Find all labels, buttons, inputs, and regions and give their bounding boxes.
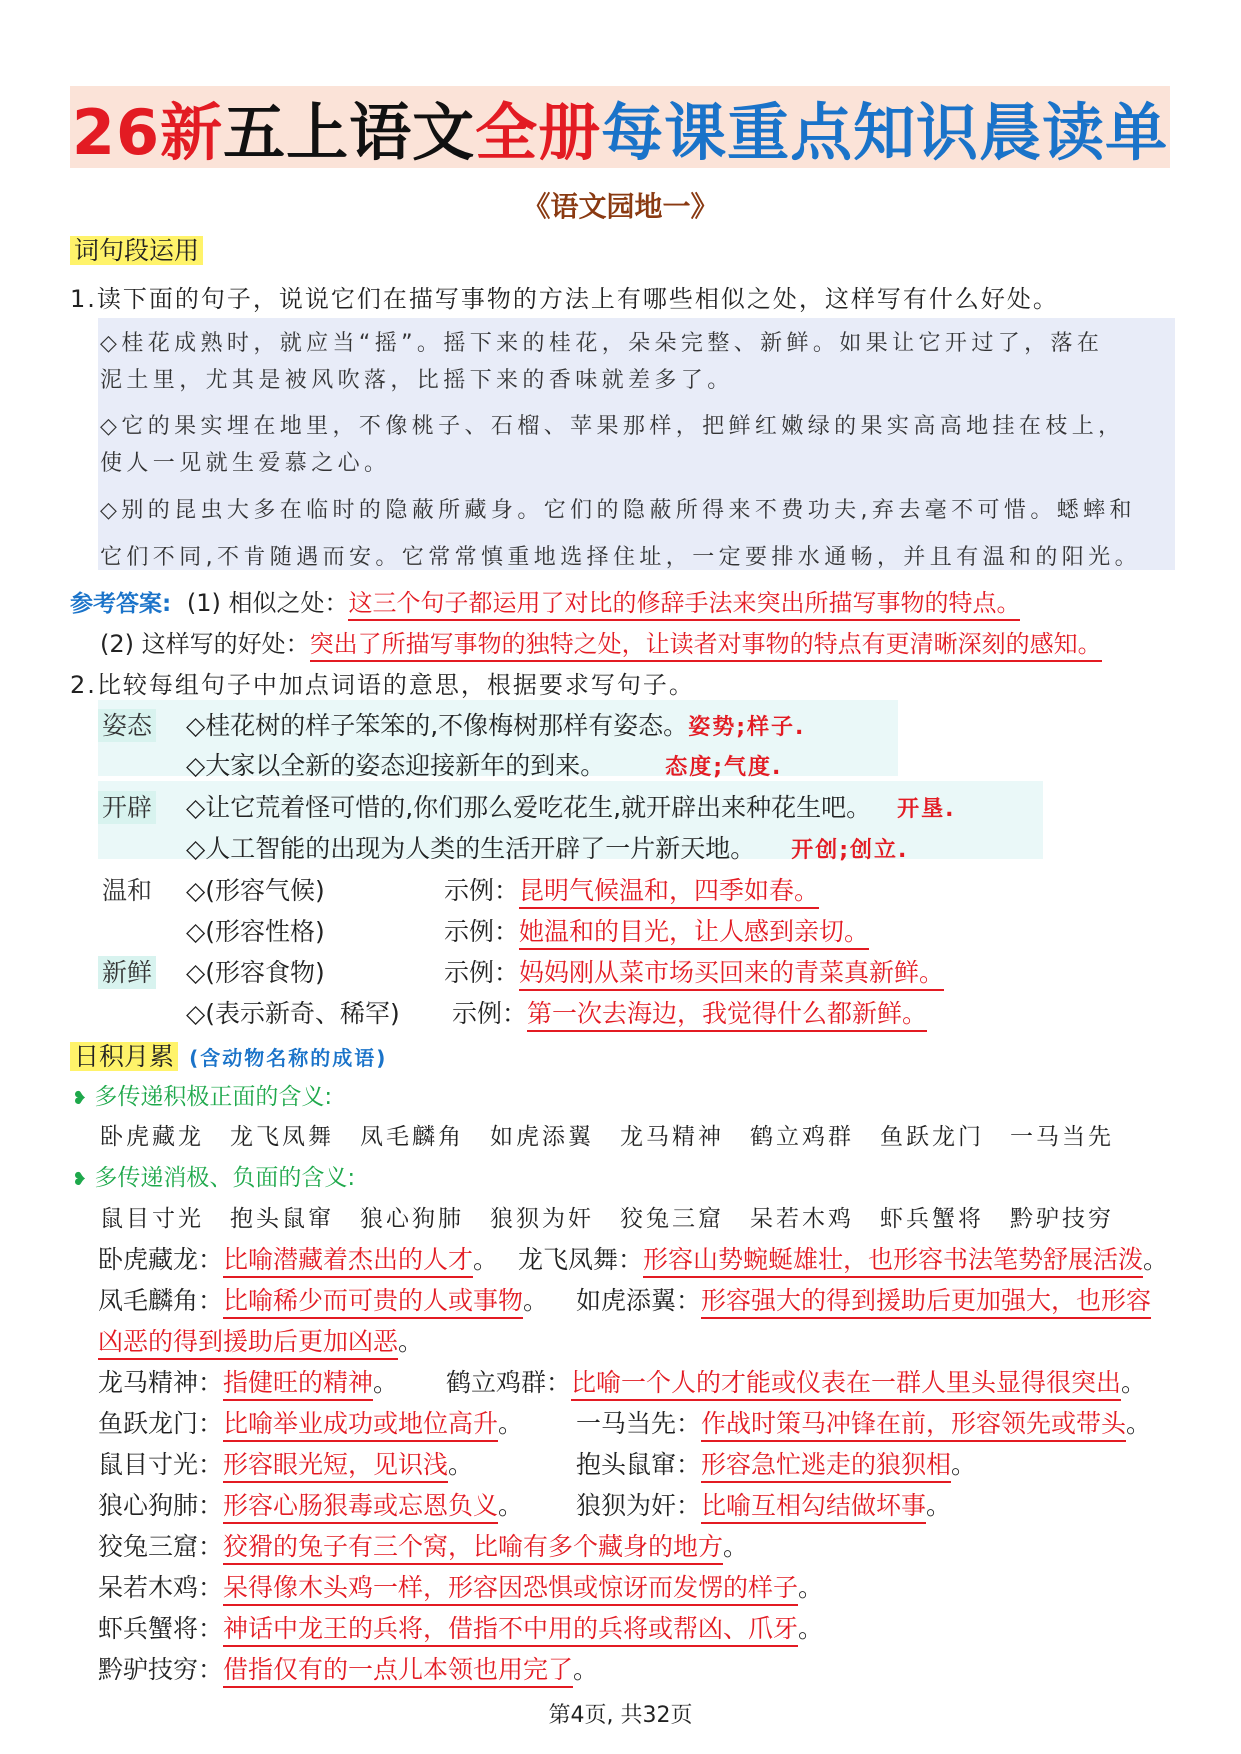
idiom: 狼狈为奸 <box>490 1206 594 1232</box>
idiom-meaning: 狡猾的兔子有三个窝，比喻有多个藏身的地方 <box>223 1532 723 1565</box>
answer-2-prefix: (2) 这样写的好处： <box>100 630 310 658</box>
bullet-icon: ❥ <box>72 1088 88 1109</box>
question-2: 2.比较每组句子中加点词语的意思，根据要求写句子。 <box>70 671 695 699</box>
period: 。 <box>1143 1245 1169 1274</box>
example-text: 第一次去海边，我觉得什么都新鲜。 <box>527 999 927 1032</box>
period: 。 <box>573 1655 599 1684</box>
idiom-definition <box>576 1486 951 1522</box>
idiom: 龙飞凤舞 <box>230 1124 334 1150</box>
idiom-word: 鼠目寸光： <box>98 1450 224 1479</box>
sentence-row: ◇(形容气候) <box>186 876 325 905</box>
word-label: 开辟 <box>98 791 156 824</box>
page-number: 第4页, 共32页 <box>548 1703 693 1728</box>
example-text: 她温和的目光，让人感到亲切。 <box>519 917 869 950</box>
example-row <box>452 994 927 1030</box>
idiom-definition <box>576 1281 1151 1317</box>
meaning-note: 开创;创立. <box>791 838 909 863</box>
period: 。 <box>723 1532 749 1561</box>
title-part-1: 26新 <box>71 95 224 169</box>
section-tag-ciju <box>70 231 203 267</box>
idiom: 鼠目寸光 <box>100 1206 204 1232</box>
idiom-meaning: 形容强大的得到援助后更加强大，也形容 <box>701 1286 1151 1319</box>
idiom-word: 凤毛麟角： <box>98 1286 224 1315</box>
word-tag-zitai <box>98 706 156 742</box>
idiom-meaning: 比喻举业成功或地位高升 <box>223 1409 498 1442</box>
idiom-word: 狡兔三窟： <box>98 1532 224 1561</box>
title-part-3: 全册 <box>475 95 602 169</box>
idiom: 狡兔三窟 <box>620 1206 724 1232</box>
sentence: ◇人工智能的出现为人类的生活开辟了一片新天地。 <box>186 834 756 863</box>
word-tag-xinxian <box>98 953 156 989</box>
idiom: 龙马精神 <box>620 1124 724 1150</box>
idiom-word: 狼心狗肺： <box>98 1491 224 1520</box>
idiom-meaning: 形容眼光短，见识浅 <box>223 1450 448 1483</box>
idiom-word: 鹤立鸡群： <box>446 1368 572 1397</box>
example-row <box>444 953 944 989</box>
idiom: 抱头鼠窜 <box>230 1206 334 1232</box>
idiom-meaning: 形容急忙逃走的狼狈相 <box>701 1450 951 1483</box>
example-label: 示例： <box>444 917 520 946</box>
period: 。 <box>926 1491 952 1520</box>
idiom-definition <box>98 1486 523 1522</box>
quote-line: 它们不同,不肯随遇而安。它常常慎重地选择住址，一定要排水通畅，并且有温和的阳光。 <box>100 545 1141 570</box>
positive-idioms <box>100 1118 1140 1151</box>
positive-header-text: 多传递积极正面的含义: <box>94 1084 333 1110</box>
idiom-meaning: 借指仅有的一点儿本领也用完了 <box>223 1655 573 1688</box>
idiom-word: 卧虎藏龙： <box>98 1245 224 1274</box>
idiom-word: 龙马精神： <box>98 1368 224 1397</box>
idiom-definition <box>98 1609 823 1645</box>
quote-line: ◇桂花成熟时，就应当“摇”。摇下来的桂花，朵朵完整、新鲜。如果让它开过了，落在 <box>100 331 1104 356</box>
idiom-definition <box>576 1404 1151 1440</box>
idiom: 凤毛麟角 <box>360 1124 464 1150</box>
quote-line: ◇它的果实埋在地里，不像桃子、石榴、苹果那样，把鲜红嫩绿的果实高高地挂在枝上， <box>100 414 1125 439</box>
quote-line: ◇别的昆虫大多在临时的隐蔽所藏身。它们的隐蔽所得来不费功夫,弃去毫不可惜。蟋蟀和 <box>100 498 1136 523</box>
idiom-meaning: 比喻一个人的才能或仪表在一群人里头显得很突出 <box>571 1368 1121 1401</box>
idiom-meaning: 比喻稀少而可贵的人或事物 <box>223 1286 523 1319</box>
idiom-meaning: 呆得像木头鸡一样，形容因恐惧或惊讶而发愣的样子 <box>223 1573 798 1606</box>
bullet-icon: ❥ <box>72 1169 88 1190</box>
sentence: ◇大家以全新的姿态迎接新年的到来。 <box>186 751 606 780</box>
idiom: 一马当先 <box>1010 1124 1114 1150</box>
quote-line: 使人一见就生爱慕之心。 <box>100 451 391 476</box>
question-1: 1.读下面的句子，说说它们在描写事物的方法上有哪些相似之处，这样写有什么好处。 <box>70 285 1059 313</box>
idiom: 黔驴技穷 <box>1010 1206 1114 1232</box>
answer-1-text: 这三个句子都运用了对比的修辞手法来突出所描写事物的特点。 <box>348 589 1020 621</box>
idiom-definition <box>98 1568 823 1604</box>
period: 。 <box>373 1368 399 1397</box>
answer-2-text: 突出了所描写事物的独特之处，让读者对事物的特点有更清晰深刻的感知。 <box>310 630 1102 662</box>
period: 。 <box>398 1327 424 1356</box>
idiom-meaning: 形容心肠狠毒或忘恩负义 <box>223 1491 498 1524</box>
idiom: 鱼跃龙门 <box>880 1124 984 1150</box>
section-tag-note: (含动物名称的成语) <box>189 1046 388 1070</box>
sentence-row <box>186 788 955 824</box>
idiom-definition <box>98 1445 473 1481</box>
idiom-word: 鱼跃龙门： <box>98 1409 224 1438</box>
answer-1 <box>70 583 1020 618</box>
sentence: ◇桂花树的样子笨笨的,不像梅树那样有姿态。 <box>186 711 689 740</box>
idiom-meaning: 神话中龙王的兵将，借指不中用的兵将或帮凶、爪牙 <box>223 1614 798 1647</box>
sentence-row: ◇(形容食物) <box>186 958 325 987</box>
sentence-row: ◇(表示新奇、稀罕) <box>186 999 400 1028</box>
period: 。 <box>798 1614 824 1643</box>
idiom-definition <box>98 1650 598 1686</box>
idiom-definition-cont <box>98 1322 423 1358</box>
sentence-row <box>186 829 908 865</box>
period: 。 <box>1121 1368 1147 1397</box>
idiom-definition <box>98 1240 498 1276</box>
idiom-definition <box>98 1527 748 1563</box>
meaning-note: 姿势;样子. <box>688 715 806 740</box>
idiom: 鹤立鸡群 <box>750 1124 854 1150</box>
sentence-row <box>186 706 805 742</box>
idiom-word: 一马当先： <box>576 1409 702 1438</box>
period: 。 <box>498 1409 524 1438</box>
idiom-word: 如虎添翼： <box>576 1286 702 1315</box>
idiom-definition <box>98 1363 398 1399</box>
example-label: 示例： <box>452 999 528 1028</box>
negative-idioms <box>100 1200 1140 1233</box>
word-tag-wenhe <box>98 871 156 907</box>
idiom-word: 呆若木鸡： <box>98 1573 224 1602</box>
sentence-row <box>186 746 782 782</box>
period: 。 <box>448 1450 474 1479</box>
word-tag-kaipi <box>98 788 156 824</box>
example-row <box>444 912 869 948</box>
idiom: 卧虎藏龙 <box>100 1124 204 1150</box>
idiom-definition <box>518 1240 1168 1276</box>
quote-line: 泥土里，尤其是被风吹落，比摇下来的香味就差多了。 <box>100 368 734 393</box>
section-tag-label: 日积月累 <box>70 1042 178 1071</box>
idiom-definition <box>446 1363 1146 1399</box>
idiom-definition <box>98 1404 523 1440</box>
idiom-meaning: 比喻互相勾结做坏事 <box>701 1491 926 1524</box>
idiom-definition <box>98 1281 548 1317</box>
period: 。 <box>473 1245 499 1274</box>
example-text: 妈妈刚从菜市场买回来的青菜真新鲜。 <box>519 958 944 991</box>
idiom-definition <box>576 1445 976 1481</box>
idiom-word: 狼狈为奸： <box>576 1491 702 1520</box>
section-tag-rijiyuelei <box>70 1037 387 1073</box>
idiom-meaning: 形容山势蜿蜒雄壮，也形容书法笔势舒展活泼 <box>643 1245 1143 1278</box>
idiom-meaning: 指健旺的精神 <box>223 1368 373 1401</box>
idiom-meaning: 作战时策马冲锋在前，形容领先或带头 <box>701 1409 1126 1442</box>
sentence: ◇让它荒着怪可惜的,你们那么爱吃花生,就开辟出来种花生吧。 <box>186 793 872 822</box>
positive-header <box>72 1078 332 1111</box>
answer-label: 参考答案: <box>70 591 172 617</box>
meaning-note: 态度;气度. <box>665 755 783 780</box>
idiom: 狼心狗肺 <box>360 1206 464 1232</box>
idiom: 呆若木鸡 <box>750 1206 854 1232</box>
word-label: 温和 <box>102 876 153 905</box>
word-label: 姿态 <box>98 709 156 742</box>
lesson-subtitle: 《语文园地一》 <box>522 190 719 223</box>
word-label: 新鲜 <box>98 956 156 989</box>
section-tag-label: 词句段运用 <box>70 236 203 265</box>
idiom: 虾兵蟹将 <box>880 1206 984 1232</box>
idiom-word: 抱头鼠窜： <box>576 1450 702 1479</box>
sentence-row: ◇(形容性格) <box>186 917 325 946</box>
idiom-word: 虾兵蟹将： <box>98 1614 224 1643</box>
idiom-word: 黔驴技穷： <box>98 1655 224 1684</box>
example-text: 昆明气候温和，四季如春。 <box>519 876 819 909</box>
period: 。 <box>523 1286 549 1315</box>
answer-2 <box>100 624 1102 659</box>
page-title <box>70 86 1170 168</box>
title-part-2: 五上语文 <box>223 95 476 169</box>
answer-1-prefix: (1) 相似之处： <box>186 589 349 617</box>
example-label: 示例： <box>444 958 520 987</box>
period: 。 <box>951 1450 977 1479</box>
idiom-word: 龙飞凤舞： <box>518 1245 644 1274</box>
negative-header-text: 多传递消极、负面的含义: <box>94 1165 356 1191</box>
idiom: 如虎添翼 <box>490 1124 594 1150</box>
idiom-meaning: 比喻潜藏着杰出的人才 <box>223 1245 473 1278</box>
title-part-4: 每课重点知识晨读单 <box>601 95 1169 169</box>
period: 。 <box>798 1573 824 1602</box>
idiom-meaning: 凶恶的得到援助后更加凶恶 <box>98 1327 398 1360</box>
example-row <box>444 871 819 907</box>
example-label: 示例： <box>444 876 520 905</box>
negative-header <box>72 1159 355 1192</box>
period: 。 <box>498 1491 524 1520</box>
period: 。 <box>1126 1409 1152 1438</box>
meaning-note: 开垦. <box>897 797 956 822</box>
